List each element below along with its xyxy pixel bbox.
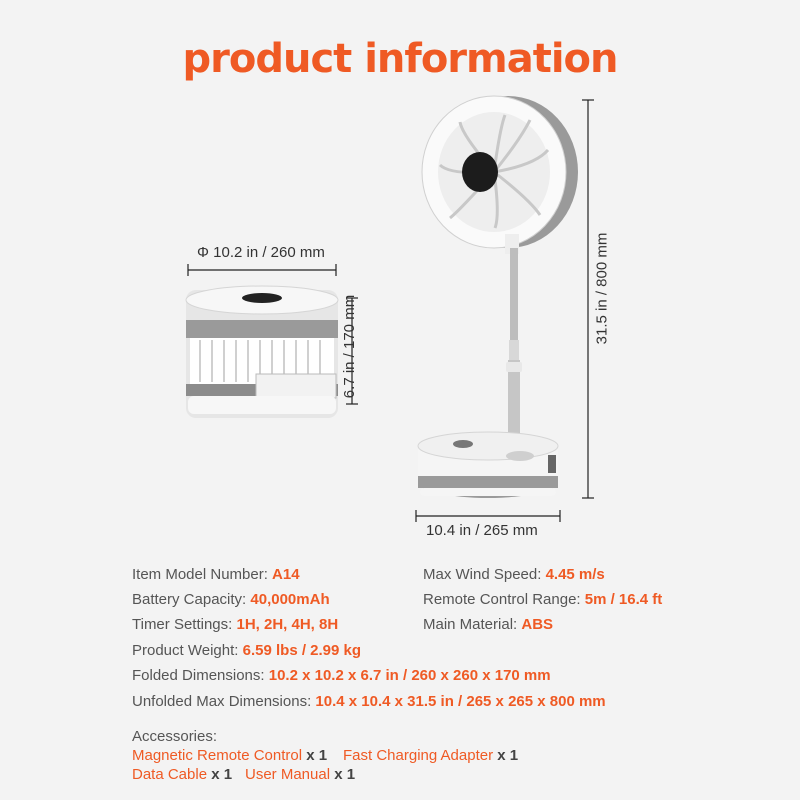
accessory-cable: Data Cable x 1	[132, 766, 233, 783]
accessory-remote: Magnetic Remote Control x 1	[132, 747, 328, 764]
unfolded-height-dimension-line	[582, 100, 594, 498]
folded-fan-image	[186, 286, 338, 418]
standing-fan-image	[418, 96, 578, 498]
folded-diameter-label: Φ 10.2 in / 260 mm	[197, 244, 325, 261]
spec-unfolded-dimensions: Unfolded Max Dimensions: 10.4 x 10.4 x 31.5 in / 265 x 265 x 800 mm	[132, 693, 606, 710]
accessory-adapter: Fast Charging Adapter x 1	[343, 747, 519, 764]
spec-folded-dimensions: Folded Dimensions: 10.2 x 10.2 x 6.7 in / 260 x 260 x 170 mm	[132, 667, 551, 684]
folded-height-label: 6.7 in / 170 mm	[341, 294, 359, 399]
spec-wind-speed: Max Wind Speed: 4.45 m/s	[423, 566, 605, 583]
unfolded-base-dimension-line	[416, 510, 560, 522]
accessory-manual: User Manual x 1	[245, 766, 356, 783]
spec-model: Item Model Number: A14	[132, 566, 300, 583]
accessories-heading: Accessories:	[132, 728, 218, 745]
page-title: product information	[182, 36, 618, 82]
spec-material: Main Material: ABS	[423, 616, 554, 633]
folded-width-dimension-line	[188, 264, 336, 276]
unfolded-height-label: 31.5 in / 800 mm	[593, 232, 611, 345]
spec-remote-range: Remote Control Range: 5m / 16.4 ft	[423, 591, 663, 608]
spec-timer: Timer Settings: 1H, 2H, 4H, 8H	[132, 616, 339, 633]
spec-battery: Battery Capacity: 40,000mAh	[132, 591, 330, 608]
spec-weight: Product Weight: 6.59 lbs / 2.99 kg	[132, 642, 362, 659]
unfolded-base-label: 10.4 in / 265 mm	[426, 522, 538, 539]
